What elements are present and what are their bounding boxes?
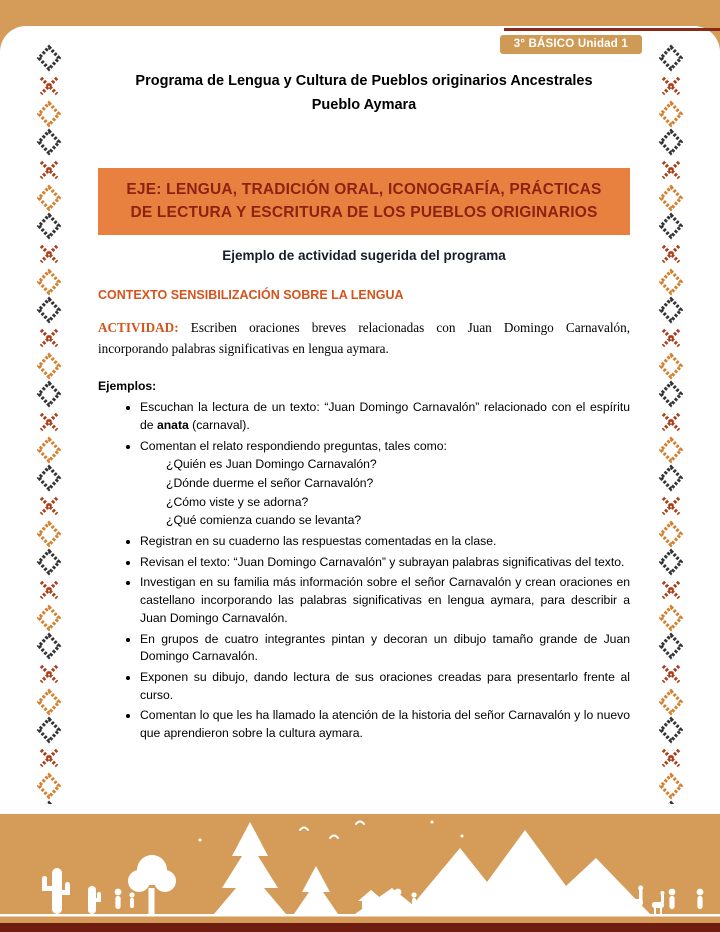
footer-band: [0, 810, 720, 932]
badge-rule-line: [504, 28, 720, 31]
examples-list: [98, 399, 630, 742]
eje-banner-line2: DE LECTURA Y ESCRITURA DE LOS PUEBLOS ORIGINARIOS: [130, 204, 598, 222]
activity-question: ¿Dónde duerme el señor Carnavalón?: [166, 476, 374, 490]
andean-pattern-right-icon: [658, 44, 684, 804]
andean-pattern-left-icon: [36, 44, 62, 804]
example-item-text: Comentan el relato respondiendo preguntas, tales como:: [140, 438, 447, 453]
aymara-keyword: anata: [156, 417, 189, 432]
eje-banner: [98, 168, 630, 236]
example-item: • Exponen su dibujo, dando lectura de sus oraciones creadas para presentarlo frente al curso.: [140, 669, 630, 704]
examples-heading: Ejemplos:: [98, 379, 157, 394]
activity-paragraph: [98, 318, 630, 359]
footer-maroon-bar: [0, 923, 720, 932]
unit-badge: 3° BÁSICO Unidad 1: [500, 35, 642, 54]
activity-label: ACTIVIDAD:: [98, 320, 179, 336]
example-item: • Registran en su cuaderno las respuestas comentadas en la clase.: [140, 533, 630, 551]
activity-question: ¿Qué comienza cuando se levanta?: [166, 513, 362, 528]
activity-subtitle: Ejemplo de actividad sugerida del programa: [222, 248, 506, 264]
example-item-text: (carnaval).: [188, 417, 250, 432]
eje-banner-line1: EJE: LENGUA, TRADICIÓN ORAL, ICONOGRAFÍA, PRÁCTICAS: [126, 180, 602, 198]
activity-question: ¿Cómo viste y se adorna?: [166, 494, 309, 509]
example-item: • Comentan lo que les ha llamado la atención de la historia del señor Carnavalón y lo nuevo que aprendieron sobre la cultura aymara.: [140, 707, 630, 742]
example-item: • En grupos de cuatro integrantes pintan y decoran un dibujo tamaño grande de Juan Domingo Carnavalón.: [140, 631, 630, 666]
example-item-text: Escuchan la lectura de un texto: “Juan Domingo Carnavalón” relacionado con el espíritu de: [140, 400, 630, 432]
activity-question: ¿Quién es Juan Domingo Carnavalón?: [166, 457, 377, 472]
question-list: [166, 456, 630, 530]
example-item: • Revisan el texto: “Juan Domingo Carnavalón” y subrayan palabras significativas del texto.: [140, 554, 630, 572]
activity-text: Escriben oraciones breves relacionadas con Juan Domingo Carnavalón, incorporando palabras significativas en lengua aymara.: [98, 320, 630, 356]
page-title: [98, 70, 630, 118]
example-item: [140, 438, 630, 530]
content-layer: [0, 26, 720, 814]
footer-landscape-illustration: [0, 810, 720, 923]
program-title-line1: Programa de Lengua y Cultura de Pueblos originarios Ancestrales: [135, 73, 593, 89]
context-heading: CONTEXTO SENSIBILIZACIÓN SOBRE LA LENGUA: [98, 288, 404, 303]
example-item: • Investigan en su familia más información sobre el señor Carnavalón y crean oraciones en castellano incorporando las palabras significativas en lengua aymara, para describir a Juan Domingo Carnavalón.: [140, 574, 630, 627]
example-item: [140, 399, 630, 434]
program-title-line2: Pueblo Aymara: [311, 96, 417, 113]
